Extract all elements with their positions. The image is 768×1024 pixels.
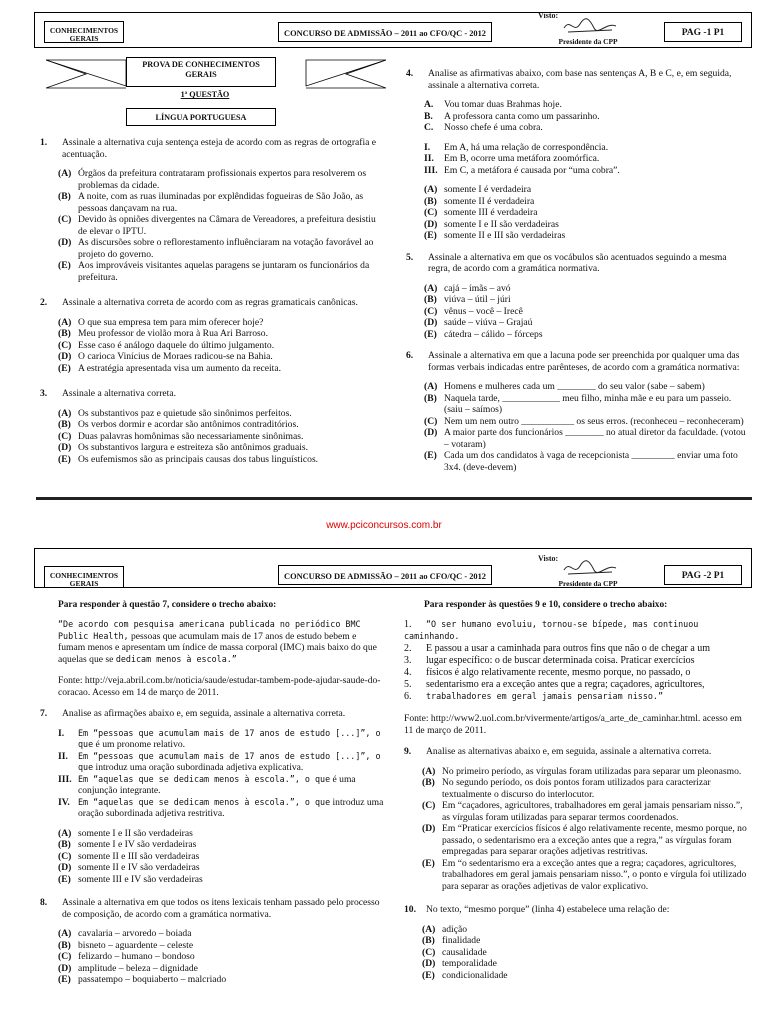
page-2 bbox=[0, 548, 768, 1024]
question-number: 3. bbox=[40, 388, 48, 399]
exam-title: PROVA DE CONHECIMENTOS GERAIS bbox=[126, 57, 276, 87]
option-letter: (B) bbox=[58, 328, 71, 339]
option-text: Em “caçadores, agricultores, trabalhadores em geral jamais pensariam nisso.”, as vírgulas foram utilizadas para separar termos coordenados. bbox=[442, 800, 743, 823]
option-text: somente III é verdadeira bbox=[444, 207, 538, 218]
statement-letter: I. bbox=[58, 727, 65, 739]
option-letter: (E) bbox=[424, 230, 437, 241]
question-9 bbox=[404, 746, 750, 892]
signature-icon bbox=[560, 14, 620, 38]
option bbox=[422, 947, 750, 959]
question-stem-text: Assinale a alternativa em que os vocábulos são acentuados seguindo a mesma regra, de acordo com a gramática normativa. bbox=[428, 251, 727, 274]
option-letter: (E) bbox=[58, 362, 71, 374]
option-text: somente II é verdadeira bbox=[444, 195, 535, 207]
option-text: No primeiro período, as vírgulas foram utilizadas para separar um pleonasmo. bbox=[442, 765, 742, 777]
option-text: Nem um nem outro ___________ os seus erros. (reconheceu – reconheceram) bbox=[444, 415, 744, 427]
line-text: E passou a usar a caminhada para outros fins que não o de chegar a um bbox=[426, 643, 711, 655]
statement-text: Em C, a metáfora é causada por “uma cobra”. bbox=[444, 164, 620, 176]
option bbox=[58, 191, 380, 214]
option-letter: (B) bbox=[422, 935, 435, 947]
statement-letter: II. bbox=[424, 153, 434, 164]
option-letter: (C) bbox=[58, 951, 72, 963]
excerpt-line bbox=[404, 679, 750, 691]
question-stem bbox=[40, 708, 384, 720]
statement-letter: III. bbox=[58, 773, 72, 785]
page-number-label: PAG -1 P1 bbox=[664, 22, 742, 42]
statement-text: é uma conjunção integrante. bbox=[78, 773, 356, 797]
sentence bbox=[424, 111, 750, 123]
option-text: Os substantivos largura e estreiteza são antônimos graduais. bbox=[78, 442, 309, 453]
line-number: 2. bbox=[404, 643, 412, 655]
option-text: A estratégia apresentada visa um aumento da receita. bbox=[78, 362, 281, 374]
option bbox=[58, 419, 380, 431]
option-text: Duas palavras homônimas são necessariamente sinônimas. bbox=[78, 430, 304, 442]
header-center-label: CONCURSO DE ADMISSÃO – 2011 ao CFO/QC - 2012 bbox=[278, 565, 492, 585]
option-letter: (C) bbox=[424, 415, 438, 427]
option-letter: (B) bbox=[422, 777, 435, 789]
option-letter: (D) bbox=[422, 823, 436, 835]
option-letter: (E) bbox=[424, 328, 437, 340]
option-list bbox=[40, 928, 384, 986]
option bbox=[424, 329, 750, 341]
statement bbox=[58, 797, 384, 820]
option-letter: (B) bbox=[58, 839, 71, 851]
option-text: No segundo período, os dois pontos foram utilizados para caracterizar textualmente o discurso do interlocutor. bbox=[442, 777, 711, 800]
excerpt-line bbox=[404, 667, 750, 679]
sentence-text: A professora canta como um passarinho. bbox=[444, 110, 600, 122]
q9-source: Fonte: http://www2.uol.com.br/vivermente/artigos/a_arte_de_caminhar.html. acesso em 11 de março de 2011. bbox=[404, 713, 742, 736]
line-text: “O ser humano evoluiu, tornou-se bípede, mas continuou caminhando. bbox=[404, 619, 699, 642]
option bbox=[58, 260, 380, 283]
option-text: somente II e III são verdadeiras bbox=[444, 230, 566, 241]
option-letter: (A) bbox=[424, 282, 438, 294]
option-list bbox=[40, 828, 384, 886]
question-stem-text: Analise as alternativas abaixo e, em seguida, assinale a alternativa correta. bbox=[426, 746, 712, 758]
right-column-questions bbox=[406, 68, 750, 479]
option-letter: (C) bbox=[58, 339, 72, 351]
option-letter: (E) bbox=[58, 974, 71, 986]
option-letter: (D) bbox=[58, 351, 72, 362]
option-text: felizardo – humano – bondoso bbox=[78, 951, 195, 963]
option-text: vênus – você – Irecê bbox=[444, 305, 523, 317]
option bbox=[424, 317, 750, 329]
question-2 bbox=[40, 297, 380, 374]
option-letter: (C) bbox=[58, 430, 72, 442]
option bbox=[422, 858, 750, 893]
option-letter: (A) bbox=[58, 168, 72, 179]
option bbox=[58, 214, 380, 237]
statement-text: é um pronome relativo. bbox=[95, 739, 186, 751]
q7-source: Fonte: http://veja.abril.com.br/noticia/saude/estudar-tambem-pode-ajudar-saude-do-coracao. Acesso em 14 de março de 2011. bbox=[58, 675, 381, 698]
question-10 bbox=[404, 904, 750, 981]
excerpt-rest: pessoas que acumulam mais de 17 anos de estudo bebem e fumam menos e apresentam um índice de massa corporal (IMC) mais baixo do que aquelas que se bbox=[58, 630, 377, 665]
option bbox=[424, 381, 750, 393]
option-letter: (C) bbox=[422, 946, 436, 958]
presidente-label: Presidente da CPP bbox=[558, 579, 618, 588]
option bbox=[58, 862, 384, 874]
excerpt-line bbox=[404, 691, 750, 703]
option-letter: (E) bbox=[58, 453, 71, 465]
excerpt-end: dedicam menos à escola.” bbox=[115, 653, 237, 664]
option-letter: (C) bbox=[424, 207, 438, 218]
option bbox=[424, 207, 750, 219]
option bbox=[58, 454, 380, 466]
line-number: 6. bbox=[404, 691, 412, 703]
option bbox=[424, 450, 750, 473]
question-number: 5. bbox=[406, 251, 414, 263]
option-letter: (A) bbox=[422, 923, 436, 935]
option-letter: (C) bbox=[422, 800, 436, 812]
question-number: 9. bbox=[404, 746, 412, 758]
option-letter: (B) bbox=[424, 294, 437, 305]
option-text: Esse caso é análogo daquele do último julgamento. bbox=[78, 339, 275, 351]
left-column-questions bbox=[40, 137, 380, 479]
option bbox=[58, 340, 380, 352]
sentence-list bbox=[406, 99, 750, 134]
option-letter: (C) bbox=[424, 305, 438, 317]
option-text: Devido às opniões divergentes na Câmara de Vereadores, a prefeitura desistiu de elevar o IPTU. bbox=[78, 214, 376, 237]
question-stem-text: Assinale a alternativa em que a lacuna pode ser preenchida por qualquer uma das formas verbais indicadas entre parênteses, de acordo com a gramática normativa: bbox=[428, 350, 740, 373]
question-1 bbox=[40, 137, 380, 283]
line-text: sedentarismo era a exceção antes que a regra; caçadores, agricultores, bbox=[426, 679, 705, 691]
option-text: somente I e IV são verdadeiras bbox=[78, 839, 197, 851]
option-text: O que sua empresa tem para mim oferecer hoje? bbox=[78, 316, 264, 328]
question-stem bbox=[404, 746, 750, 758]
page-2-left-column bbox=[40, 600, 384, 992]
subject-label: LÍNGUA PORTUGUESA bbox=[126, 108, 276, 126]
option-text: amplitude – beleza – dignidade bbox=[78, 962, 198, 974]
site-url[interactable]: www.pciconcursos.com.br bbox=[326, 520, 442, 531]
option-text: condicionalidade bbox=[442, 969, 508, 981]
question-number: 8. bbox=[40, 897, 48, 909]
option-letter: (D) bbox=[424, 427, 438, 438]
question-stem-text: Assinale a alternativa cuja sentença esteja de acordo com as regras de ortografia e acentuação. bbox=[62, 137, 377, 160]
line-number: 1. bbox=[404, 619, 412, 631]
question-stem bbox=[40, 388, 380, 400]
option bbox=[58, 351, 380, 363]
option bbox=[58, 363, 380, 375]
question-stem-text: Assinale a alternativa em que todos os itens lexicais tenham passado pelo processo de composição, de acordo com a gramática normativa. bbox=[62, 897, 380, 920]
option-text: adição bbox=[442, 923, 468, 935]
question-6 bbox=[406, 350, 750, 473]
option-letter: (E) bbox=[58, 873, 71, 885]
statement-text: Em A, há uma relação de correspondência. bbox=[444, 141, 609, 153]
option-letter: (D) bbox=[58, 962, 72, 974]
option-letter: (D) bbox=[58, 862, 72, 874]
option-letter: (B) bbox=[58, 939, 71, 951]
option-text: viúva – útil – júri bbox=[444, 294, 511, 305]
page-2-right-column bbox=[404, 600, 750, 987]
question-section-label: 1ª QUESTÃO bbox=[180, 90, 230, 99]
excerpt-line bbox=[404, 655, 750, 667]
option-text: bisneto – aguardente – celeste bbox=[78, 939, 194, 951]
option-text: saúde – viúva – Grajaú bbox=[444, 317, 533, 328]
question-7 bbox=[40, 708, 384, 885]
question-stem bbox=[40, 137, 380, 160]
statement-text: introduz uma oração subordinada adjetiva explicativa. bbox=[95, 762, 304, 774]
line-text: físicos é algo relativamente recente, mesmo porque, no passado, o bbox=[426, 667, 691, 679]
sentence-text: Nosso chefe é uma cobra. bbox=[444, 122, 543, 133]
statement-quote: Em “pessoas que acumulam mais de 17 anos de estudo [...]”, o que bbox=[78, 750, 381, 773]
statement bbox=[58, 728, 384, 751]
option bbox=[424, 219, 750, 231]
visto-label: Visto: bbox=[538, 554, 559, 563]
question-stem bbox=[406, 252, 750, 275]
option-text: Homens e mulheres cada um ________ do seu valor (sabe – sabem) bbox=[444, 381, 705, 392]
option bbox=[58, 328, 380, 340]
question-number: 4. bbox=[406, 68, 414, 79]
option-text: Meu professor de violão mora à Rua Ari Barroso. bbox=[78, 328, 268, 339]
page-1-bottom-rule bbox=[36, 497, 752, 500]
statement bbox=[424, 165, 750, 177]
option-letter: (D) bbox=[424, 218, 438, 230]
option bbox=[424, 393, 750, 416]
statement-quote: Em “aquelas que se dedicam menos à escola.”, o que bbox=[78, 773, 331, 784]
option-letter: (A) bbox=[424, 184, 438, 195]
option-text: Aos improváveis visitantes aquelas paragens se juntaram os funcionários da prefeitura. bbox=[78, 260, 370, 283]
option bbox=[424, 416, 750, 428]
statement bbox=[58, 774, 384, 797]
option-letter: (E) bbox=[424, 450, 437, 461]
option-text: A maior parte dos funcionários ________ no atual diretor da faculdade. (votou – votaram) bbox=[444, 427, 746, 450]
option-text: somente II e IV são verdadeiras bbox=[78, 862, 200, 874]
option-text: Cada um dos candidatos à vaga de recepcionista _________ enviar uma foto 3x4. (deve-devem) bbox=[444, 450, 738, 473]
option-text: A noite, com as ruas iluminadas por explêndidas fogueiras de São João, as pessoas dançavam na rua. bbox=[78, 191, 364, 214]
question-number: 7. bbox=[40, 708, 48, 720]
sentence-letter: C. bbox=[424, 122, 434, 133]
option bbox=[58, 168, 380, 191]
option-text: Órgãos da prefeitura contrataram profissionais expertos para resolverem os problemas da cidade. bbox=[78, 168, 367, 191]
option-text: cajá – ímãs – avó bbox=[444, 282, 511, 294]
option-letter: (A) bbox=[58, 827, 72, 839]
question-4 bbox=[406, 68, 750, 242]
option-text: somente III e IV são verdadeiras bbox=[78, 873, 203, 885]
question-number: 2. bbox=[40, 297, 48, 308]
option bbox=[58, 874, 384, 886]
option-text: Em “o sedentarismo era a exceção antes que a regra; caçadores, agricultores, trabalhadores em geral jamais pensariam nisso.”, o ponto e vírgula foi utilizado para separar as orações adjetivas de valor explicativo. bbox=[442, 857, 747, 892]
q9-intro: Para responder às questões 9 e 10, considere o trecho abaixo: bbox=[424, 600, 668, 610]
statement-letter: III. bbox=[424, 164, 438, 176]
option bbox=[422, 924, 750, 936]
question-stem bbox=[406, 350, 750, 373]
sentence-letter: A. bbox=[424, 99, 434, 110]
line-number: 5. bbox=[404, 679, 412, 691]
option bbox=[424, 230, 750, 242]
option-list bbox=[404, 766, 750, 893]
option-text: Os verbos dormir e acordar são antônimos contraditórios. bbox=[78, 419, 299, 430]
option bbox=[58, 317, 380, 329]
option bbox=[422, 777, 750, 800]
option-letter: (C) bbox=[58, 214, 72, 225]
signature-icon bbox=[560, 556, 620, 580]
question-number: 6. bbox=[406, 350, 414, 361]
question-stem bbox=[406, 68, 750, 91]
statement bbox=[58, 751, 384, 774]
option bbox=[424, 184, 750, 196]
line-text: trabalhadores em geral jamais pensariam nisso.” bbox=[426, 691, 663, 702]
question-stem-text: Assinale a alternativa correta. bbox=[62, 388, 177, 399]
option-letter: (A) bbox=[58, 928, 72, 940]
option bbox=[424, 306, 750, 318]
statement-quote: Em “aquelas que se dedicam menos à escola.”, o que bbox=[78, 796, 331, 807]
visto-label: Visto: bbox=[538, 11, 559, 20]
option-letter: (D) bbox=[58, 237, 72, 248]
page-1 bbox=[0, 0, 768, 505]
option bbox=[422, 823, 750, 858]
statement-letter: IV. bbox=[58, 796, 70, 808]
option-text: cavalaria – arvoredo – boiada bbox=[78, 928, 192, 940]
option-text: As discursões sobre o reflorestamento influênciaram na votação favorável ao projeto do governo. bbox=[78, 237, 374, 260]
option-text: Naquela tarde, ____________ meu filho, minha mãe e eu para um passeio. (saiu – saímos) bbox=[444, 392, 732, 415]
excerpt-line bbox=[404, 643, 750, 655]
option-list bbox=[406, 283, 750, 341]
q7-intro: Para responder à questão 7, considere o trecho abaixo: bbox=[58, 600, 277, 610]
option bbox=[58, 951, 384, 963]
question-number: 1. bbox=[40, 137, 48, 148]
option-list bbox=[406, 184, 750, 242]
option bbox=[424, 427, 750, 450]
option-letter: (D) bbox=[422, 958, 436, 970]
header-left-label: CONHECIMENTOS GERAIS bbox=[44, 566, 124, 588]
option-text: temporalidade bbox=[442, 958, 497, 970]
option bbox=[58, 828, 384, 840]
option-text: Os eufemismos são as principais causas dos tabus linguísticos. bbox=[78, 453, 319, 465]
option-letter: (B) bbox=[424, 392, 437, 404]
option-list bbox=[406, 381, 750, 473]
option-list bbox=[40, 317, 380, 375]
excerpt-highlight: “De acordo com pesquisa americana publicada no periódico BMC Public Health, bbox=[58, 619, 361, 641]
option bbox=[58, 442, 380, 454]
option bbox=[424, 294, 750, 306]
option-list bbox=[404, 924, 750, 982]
option-letter: (B) bbox=[58, 419, 71, 430]
option-list bbox=[40, 168, 380, 283]
option-letter: (E) bbox=[58, 260, 71, 271]
option bbox=[58, 963, 384, 975]
option-letter: (A) bbox=[58, 407, 72, 419]
excerpt-line bbox=[404, 619, 750, 643]
option bbox=[58, 408, 380, 420]
statement-text: Em B, ocorre uma metáfora zoomórfica. bbox=[444, 153, 600, 164]
statement-letter: I. bbox=[424, 141, 431, 153]
option-letter: (A) bbox=[58, 316, 72, 328]
question-stem-text: Analise as afirmações abaixo e, em seguida, assinale a alternativa correta. bbox=[62, 708, 346, 720]
statement-list bbox=[406, 142, 750, 177]
option-text: Os substantivos paz e quietude são sinônimos perfeitos. bbox=[78, 407, 292, 419]
q7-excerpt bbox=[58, 619, 384, 665]
line-number: 4. bbox=[404, 667, 412, 679]
option bbox=[424, 196, 750, 208]
question-number: 10. bbox=[404, 904, 416, 916]
option-letter: (E) bbox=[422, 857, 435, 869]
header-left-label: CONHECIMENTOS GERAIS bbox=[44, 21, 124, 43]
option bbox=[422, 935, 750, 947]
option bbox=[58, 431, 380, 443]
option-letter: (B) bbox=[424, 195, 437, 207]
option bbox=[58, 237, 380, 260]
option-letter: (B) bbox=[58, 191, 71, 202]
option bbox=[58, 928, 384, 940]
question-5 bbox=[406, 252, 750, 341]
option bbox=[422, 766, 750, 778]
option-letter: (E) bbox=[422, 969, 435, 981]
question-3 bbox=[40, 388, 380, 465]
line-number: 3. bbox=[404, 655, 412, 667]
statement-letter: II. bbox=[58, 750, 68, 762]
question-stem bbox=[404, 904, 750, 916]
statement bbox=[424, 153, 750, 165]
question-stem bbox=[40, 897, 384, 920]
option-letter: (A) bbox=[424, 381, 438, 392]
presidente-label: Presidente da CPP bbox=[558, 37, 618, 46]
option bbox=[422, 958, 750, 970]
option bbox=[58, 974, 384, 986]
page-number-label: PAG -2 P1 bbox=[664, 565, 742, 585]
option-text: somente I e II são verdadeiras bbox=[78, 827, 193, 839]
option-list bbox=[40, 408, 380, 466]
header-center-label: CONCURSO DE ADMISSÃO – 2011 ao CFO/QC - 2012 bbox=[278, 22, 492, 42]
question-stem-text: Analise as afirmativas abaixo, com base nas sentenças A, B e C, e, em seguida, assinale a alternativa correta. bbox=[428, 68, 732, 91]
sentence-text: Vou tomar duas Brahmas hoje. bbox=[444, 99, 562, 110]
question-stem bbox=[40, 297, 380, 309]
question-stem-text: Assinale a alternativa correta de acordo com as regras gramaticais canônicas. bbox=[62, 297, 358, 308]
option bbox=[58, 940, 384, 952]
excerpt-lines bbox=[404, 619, 750, 703]
option-text: cátedra – cálido – fórceps bbox=[444, 328, 543, 340]
option-letter: (D) bbox=[424, 317, 438, 328]
sentence bbox=[424, 122, 750, 134]
option bbox=[58, 839, 384, 851]
option-letter: (D) bbox=[58, 442, 72, 453]
option-text: finalidade bbox=[442, 935, 481, 947]
option-text: somente I é verdadeira bbox=[444, 184, 532, 195]
statement-text: introduz uma oração subordinada adjetiva restritiva. bbox=[78, 796, 384, 820]
statement-list bbox=[40, 728, 384, 820]
sentence-letter: B. bbox=[424, 110, 433, 122]
option bbox=[424, 283, 750, 295]
question-8 bbox=[40, 897, 384, 986]
option bbox=[58, 851, 384, 863]
option-text: somente II e III são verdadeiras bbox=[78, 850, 200, 862]
option-letter: (C) bbox=[58, 850, 72, 862]
option-text: Em “Praticar exercícios físicos é algo relativamente recente, mesmo porque, no passado, o sedentarismo era a exceção antes que a regra,” as vírgulas foram empregadas para separar orações adjetivas restritivas. bbox=[442, 823, 747, 858]
statement bbox=[424, 142, 750, 154]
option-text: passatempo – boquiaberto – malcriado bbox=[78, 974, 227, 986]
option-letter: (A) bbox=[422, 765, 436, 777]
question-stem-text: No texto, “mesmo porque” (linha 4) estabelece uma relação de: bbox=[426, 904, 670, 916]
option bbox=[422, 970, 750, 982]
option-text: causalidade bbox=[442, 946, 487, 958]
option-text: O carioca Vinícius de Moraes radicou-se na Bahia. bbox=[78, 351, 273, 362]
line-text: lugar específico: o de buscar determinada coisa. Praticar exercícios bbox=[426, 655, 695, 667]
option-text: somente I e II são verdadeiras bbox=[444, 218, 559, 230]
statement-quote: Em “pessoas que acumulam mais de 17 anos de estudo [...]”, o que bbox=[78, 727, 381, 750]
option bbox=[422, 800, 750, 823]
sentence bbox=[424, 99, 750, 111]
